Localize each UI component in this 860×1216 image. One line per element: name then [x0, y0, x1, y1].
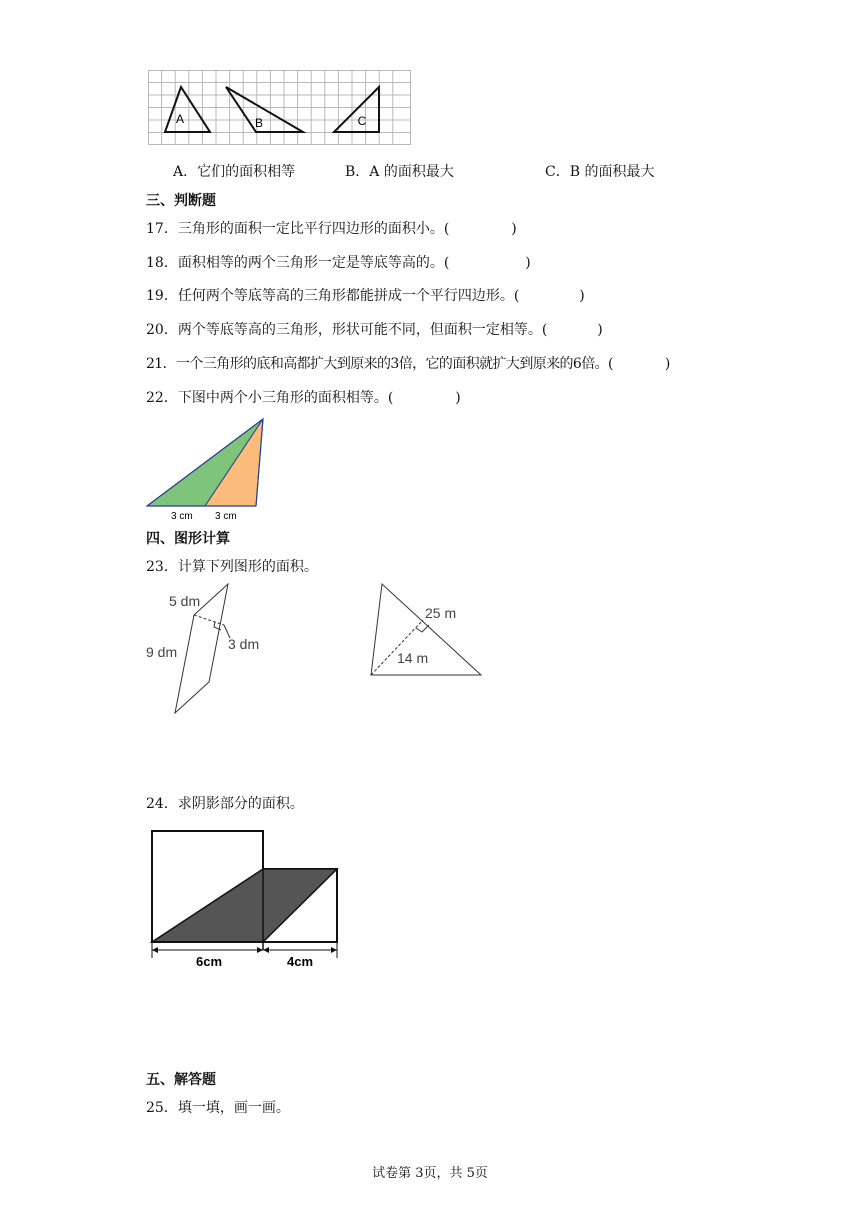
base-label-left: 3 cm: [171, 511, 193, 522]
question-25: 25．填一填，画一画。: [146, 1100, 290, 1116]
section-heading-answers: 五、解答题: [146, 1072, 216, 1088]
question-17: [146, 220, 517, 238]
section-heading-figure-calc: 四、图形计算: [146, 531, 230, 547]
shaded-region: [152, 869, 337, 942]
page-footer: 试卷第 3页，共 5页: [372, 1166, 488, 1181]
triangle-a: [165, 87, 210, 132]
question-22-close: ): [455, 390, 461, 406]
question-22: [146, 389, 461, 407]
option-a: A．它们的面积相等: [173, 164, 296, 180]
option-b: B．A 的面积最大: [345, 164, 454, 180]
section-heading-judgement: 三、判断题: [146, 193, 216, 209]
question-19-close: ): [579, 288, 585, 304]
question-18: [146, 254, 531, 272]
label-25m: 25 m: [425, 605, 457, 621]
base-label-right: 3 cm: [215, 511, 237, 522]
right-triangle-figure: [366, 580, 490, 680]
option-c: C．B 的面积最大: [545, 164, 655, 180]
parallelogram-figure: [140, 580, 280, 720]
height-line-tri: [371, 620, 423, 675]
label-9dm: 9 dm: [146, 644, 178, 660]
question-21-text: 21．一个三角形的底和高都扩大到原来的3倍，它的面积就扩大到原来的6倍。(: [146, 356, 613, 372]
label-3dm: 3 dm: [228, 636, 260, 652]
question-23: 23．计算下列图形的面积。: [146, 559, 318, 575]
label-6cm: 6cm: [195, 954, 223, 969]
triangle-grid-figure: [148, 70, 412, 146]
question-21: [146, 355, 670, 373]
question-21-close: ): [664, 356, 670, 372]
triangle-c-label: C: [357, 114, 367, 128]
question-22-text: 22．下图中两个小三角形的面积相等。(: [146, 390, 394, 406]
question-18-text: 18．面积相等的两个三角形一定是等底等高的。(: [146, 255, 450, 271]
question-19: [146, 287, 585, 305]
shaded-area-figure: [146, 826, 342, 972]
triangle-b-label: B: [254, 116, 264, 130]
question-17-close: ): [511, 221, 517, 237]
question-18-close: ): [525, 255, 531, 271]
question-20-text: 20．两个等底等高的三角形，形状可能不同，但面积一定相等。(: [146, 322, 548, 338]
height-line: [194, 615, 224, 625]
question-24: 24．求阴影部分的面积。: [146, 796, 304, 812]
two-triangles-figure: [144, 415, 274, 525]
label-4cm: 4cm: [286, 954, 314, 969]
label-5dm: 5 dm: [169, 593, 201, 609]
triangle-c: [334, 87, 379, 132]
triangle-b: [226, 87, 303, 132]
question-19-text: 19．任何两个等底等高的三角形都能拼成一个平行四边形。(: [146, 288, 520, 304]
question-17-text: 17．三角形的面积一定比平行四边形的面积小。(: [146, 221, 450, 237]
question-20-close: ): [597, 322, 603, 338]
question-20: [146, 321, 603, 339]
label-14m: 14 m: [397, 650, 429, 666]
triangle-a-label: A: [175, 112, 185, 126]
